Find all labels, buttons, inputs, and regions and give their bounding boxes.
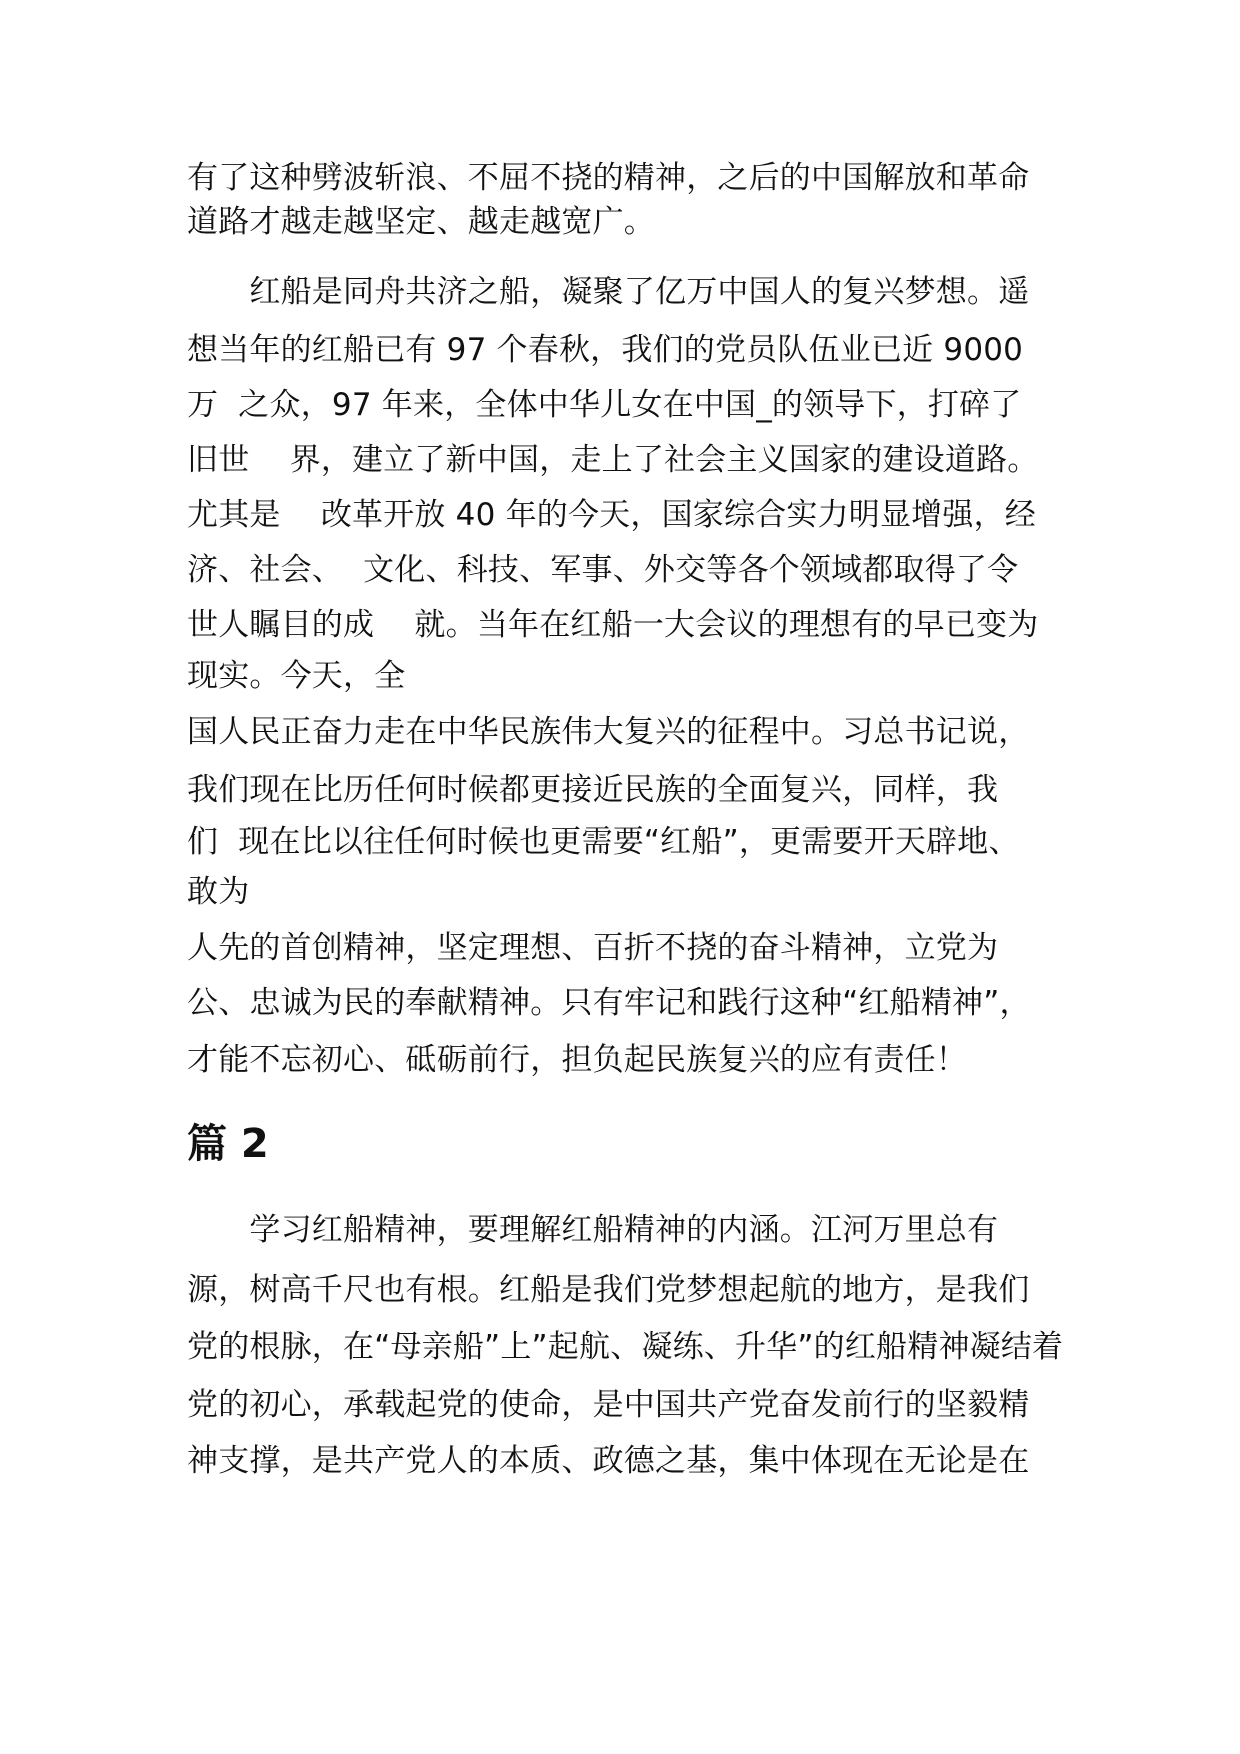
paragraph-line: 我们现在比历任何时候都更接近民族的全面复兴，同样，我 — [187, 772, 999, 808]
paragraph-line: 国人民正奋力走在中华民族伟大复兴的征程中。习总书记说， — [187, 714, 1030, 750]
paragraph-line: 红船是同舟共济之船，凝聚了亿万中国人的复兴梦想。遥 — [187, 274, 1030, 310]
paragraph-line: 公、忠诚为民的奉献精神。只有牢记和践行这种“红船精神”， — [187, 985, 1031, 1021]
paragraph-line: 敢为 — [187, 874, 250, 910]
paragraph-line: 旧世 界，建立了新中国，走上了社会主义国家的建设道路。 — [187, 442, 1039, 478]
paragraph-line: 尤其是 改革开放 40 年的今天，国家综合实力明显增强，经 — [187, 497, 1036, 533]
paragraph-line: 党的根脉，在“母亲船”上”起航、凝练、升华”的红船精神凝结着 — [187, 1329, 1064, 1365]
paragraph-line: 现实。今天，全 — [187, 658, 406, 694]
paragraph-line: 世人瞩目的成 就。当年在红船一大会议的理想有的早已变为 — [187, 607, 1039, 643]
section-heading: 篇 2 — [187, 1121, 269, 1167]
paragraph-line: 们 现在比以往任何时候也更需要“红船”，更需要开天辟地、 — [187, 824, 1020, 860]
paragraph-line: 想当年的红船已有 97 个春秋，我们的党员队伍业已近 9000 — [187, 332, 1024, 368]
paragraph-line: 学习红船精神，要理解红船精神的内涵。江河万里总有 — [187, 1212, 999, 1248]
paragraph-line: 源，树高千尺也有根。红船是我们党梦想起航的地方，是我们 — [187, 1272, 1030, 1308]
paragraph-line: 有了这种劈波斩浪、不屈不挠的精神，之后的中国解放和革命 — [187, 160, 1030, 196]
paragraph-line: 党的初心，承载起党的使命，是中国共产党奋发前行的坚毅精 — [187, 1387, 1030, 1423]
paragraph-line: 万 之众，97 年来，全体中华儿女在中国_的领导下，打碎了 — [187, 387, 1022, 423]
paragraph-line: 才能不忘初心、砥砺前行，担负起民族复兴的应有责任！ — [187, 1042, 967, 1078]
paragraph-line: 济、社会、 文化、科技、军事、外交等各个领域都取得了令 — [187, 552, 1019, 588]
paragraph-line: 人先的首创精神，坚定理想、百折不挠的奋斗精神，立党为 — [187, 930, 999, 966]
paragraph-line: 神支撑，是共产党人的本质、政德之基，集中体现在无论是在 — [187, 1443, 1030, 1479]
paragraph-line: 道路才越走越坚定、越走越宽广。 — [187, 204, 655, 240]
